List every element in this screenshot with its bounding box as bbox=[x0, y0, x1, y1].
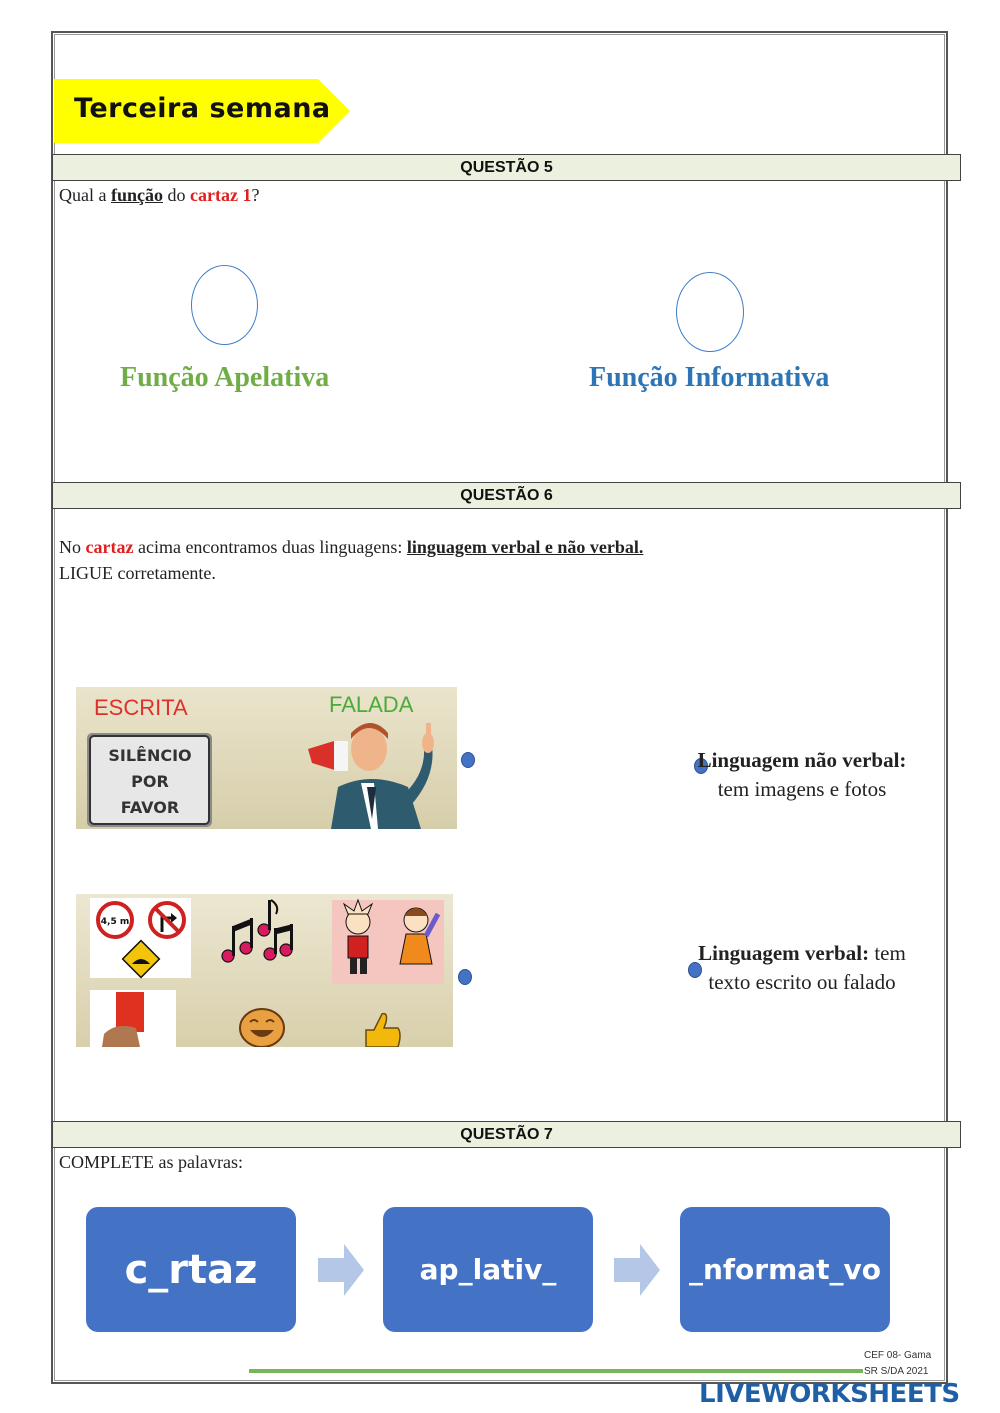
question-7-instruction: COMPLETE as palavras: bbox=[59, 1152, 243, 1172]
footer-region: SR S/DA 2021 bbox=[864, 1366, 929, 1377]
arrow-right-icon bbox=[614, 1244, 660, 1296]
word-box-apelativo[interactable]: ap_lativ_ bbox=[383, 1207, 593, 1332]
question-6-instruction: LIGUE corretamente. bbox=[59, 563, 216, 583]
arrow-right-icon bbox=[318, 1244, 364, 1296]
word-box-informativo[interactable]: _nformat_vo bbox=[680, 1207, 890, 1332]
definition-nonverbal: Linguagem não verbal: tem imagens e fotos bbox=[697, 748, 907, 801]
question-5-header: QUESTÃO 5 bbox=[52, 154, 961, 181]
definition-verbal: Linguagem verbal: tem texto escrito ou falado bbox=[698, 941, 906, 994]
label-falada: FALADA bbox=[329, 692, 414, 717]
image-2-connector-dot[interactable] bbox=[458, 969, 472, 985]
height-limit-sign-icon bbox=[98, 903, 132, 937]
week-banner bbox=[54, 79, 350, 143]
image-1-connector-dot[interactable] bbox=[461, 752, 475, 768]
footer-school: CEF 08- Gama bbox=[864, 1350, 932, 1361]
footer-divider bbox=[249, 1369, 863, 1373]
option-informativa-label: Função Informativa bbox=[589, 362, 830, 393]
question-6-intro: No cartaz acima encontramos duas linguagens: linguagem verbal e não verbal. bbox=[59, 537, 644, 557]
sign-line-2: POR bbox=[131, 772, 169, 791]
option-apelativa-radio[interactable] bbox=[191, 265, 258, 345]
option-informativa-radio[interactable] bbox=[676, 272, 744, 352]
sign-line-3: FAVOR bbox=[120, 798, 180, 817]
label-escrita: ESCRITA bbox=[94, 695, 188, 720]
question-6-header: QUESTÃO 6 bbox=[52, 482, 961, 509]
nonverbal-language-image bbox=[76, 894, 453, 1047]
verbal-language-image bbox=[76, 687, 457, 829]
sign-line-1: SILÊNCIO bbox=[108, 746, 192, 765]
question-5-prompt: Qual a função do cartaz 1? bbox=[59, 185, 260, 205]
no-right-turn-sign-icon bbox=[150, 903, 184, 937]
week-title: Terceira semana bbox=[74, 93, 331, 124]
option-apelativa-label: Função Apelativa bbox=[120, 362, 330, 393]
question-7-header: QUESTÃO 7 bbox=[52, 1121, 961, 1148]
word-box-cartaz[interactable]: c_rtaz bbox=[86, 1207, 296, 1332]
laughing-emoji-icon bbox=[240, 1009, 284, 1047]
liveworksheets-logo: LIVEWORKSHEETS bbox=[699, 1379, 960, 1409]
height-sign-text: 4,5 m bbox=[100, 917, 130, 927]
